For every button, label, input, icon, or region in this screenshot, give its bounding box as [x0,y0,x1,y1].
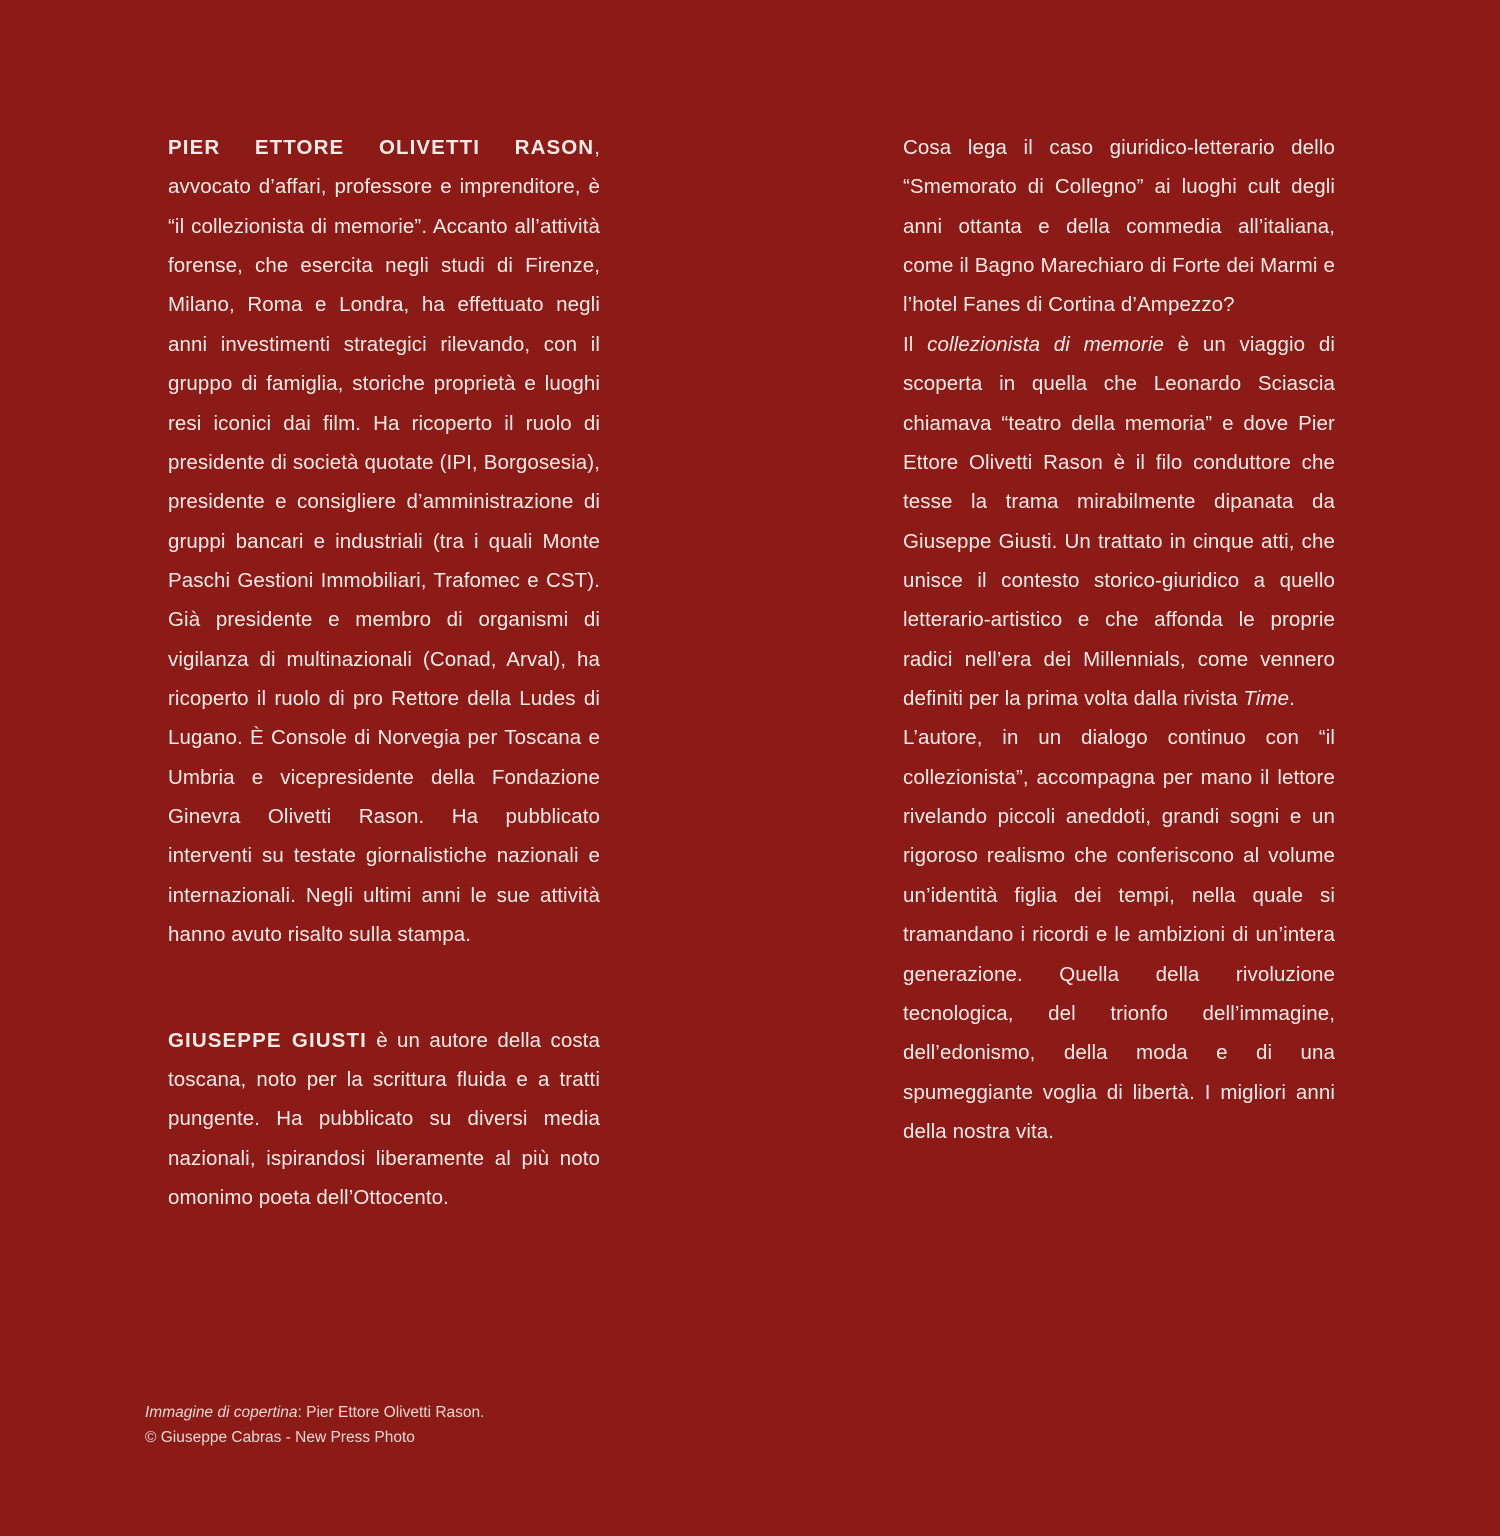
blurb-paragraph-2-suffix: . [1289,687,1295,711]
author-name: PIER ETTORE OLIVETTI RASON [168,136,595,159]
writer-bio-text: è un autore della costa toscana, noto per la scrittura fluida e a tratti pungente. Ha pubblicato su diversi media nazionali, ispirandosi liberamente al più noto omonimo poeta dell’Ottocento. [168,1028,600,1209]
author-bio-text: , avvocato d’affari, professore e imprenditore, è “il collezionista di memorie”. Accanto all’attività forense, che esercita negli studi di Firenze, Milano, Roma e Londra, ha effettuato negli anni investimenti strategici rilevando, con il gruppo di famiglia, storiche proprietà e luoghi resi iconici dai film. Ha ricoperto il ruolo di presidente di società quotate (IPI, Borgosesia), presidente e consigliere d’amministrazione di gruppi bancari e industriali (tra i quali Monte Paschi Gestioni Immobiliari, Trafomec e CST). Già presidente e membro di organismi di vigilanza di multinazionali (Conad, Arval), ha ricoperto il ruolo di pro Rettore della Ludes di Lugano. È Console di Norvegia per Toscana e Umbria e vicepresidente della Fondazione Ginevra Olivetti Rason. Ha pubblicato interventi su testate giornalistiche nazionali e internazionali. Negli ultimi anni le sue attività hanno avuto risalto sulla stampa. [168,136,600,947]
paragraph-spacer [168,955,600,1021]
magazine-name: Time [1243,687,1290,711]
blurb-paragraph-1: Cosa lega il caso giuridico-letterario dello “Smemorato di Collegno” ai luoghi cult degli anni ottanta e della commedia all’italiana, come il Bagno Marechiaro di Forte dei Marmi e l’hotel Fanes di Cortina d’Ampezzo? [903,136,1335,317]
credits-subject: : Pier Ettore Olivetti Rason. [297,1404,485,1421]
writer-name: GIUSEPPE GIUSTI [168,1028,367,1052]
author-bio-paragraph [168,128,600,955]
blurb-paragraph-3: L’autore, in un dialogo continuo con “il collezionista”, accompagna per mano il lettore rivelando piccoli aneddoti, grandi sogni e un rigoroso realismo che conferiscono al volume un’identità figlia dei tempi, nella quale si tramandano i ricordi e le ambizioni di un’intera generazione. Quella della rivoluzione tecnologica, del trionfo dell’immagine, dell’edonismo, della moda e di una spumeggiante voglia di libertà. I migliori anni della nostra vita. [903,726,1335,1143]
writer-bio-paragraph [168,1021,600,1218]
book-title: collezionista di memorie [927,332,1165,356]
credits-label: Immagine di copertina [145,1404,298,1421]
credits-copyright: © Giuseppe Cabras - New Press Photo [145,1429,415,1447]
left-text-column [168,128,600,1217]
right-text-column [903,128,1335,1151]
blurb-paragraph-2 [903,325,1335,719]
cover-credits [145,1400,665,1450]
blurb-paragraph-2-body: è un viaggio di scoperta in quella che Leonardo Sciascia chiamava “teatro della memoria” e dove Pier Ettore Olivetti Rason è il filo conduttore che tesse la trama mirabilmente dipanata da Giuseppe Giusti. Un trattato in cinque atti, che unisce il contesto storico-giuridico a quello letterario-artistico e che affonda le proprie radici nell’era dei Millennials, come vennero definiti per la prima volta dalla rivista [903,332,1335,711]
blurb-article: Il [903,332,928,356]
